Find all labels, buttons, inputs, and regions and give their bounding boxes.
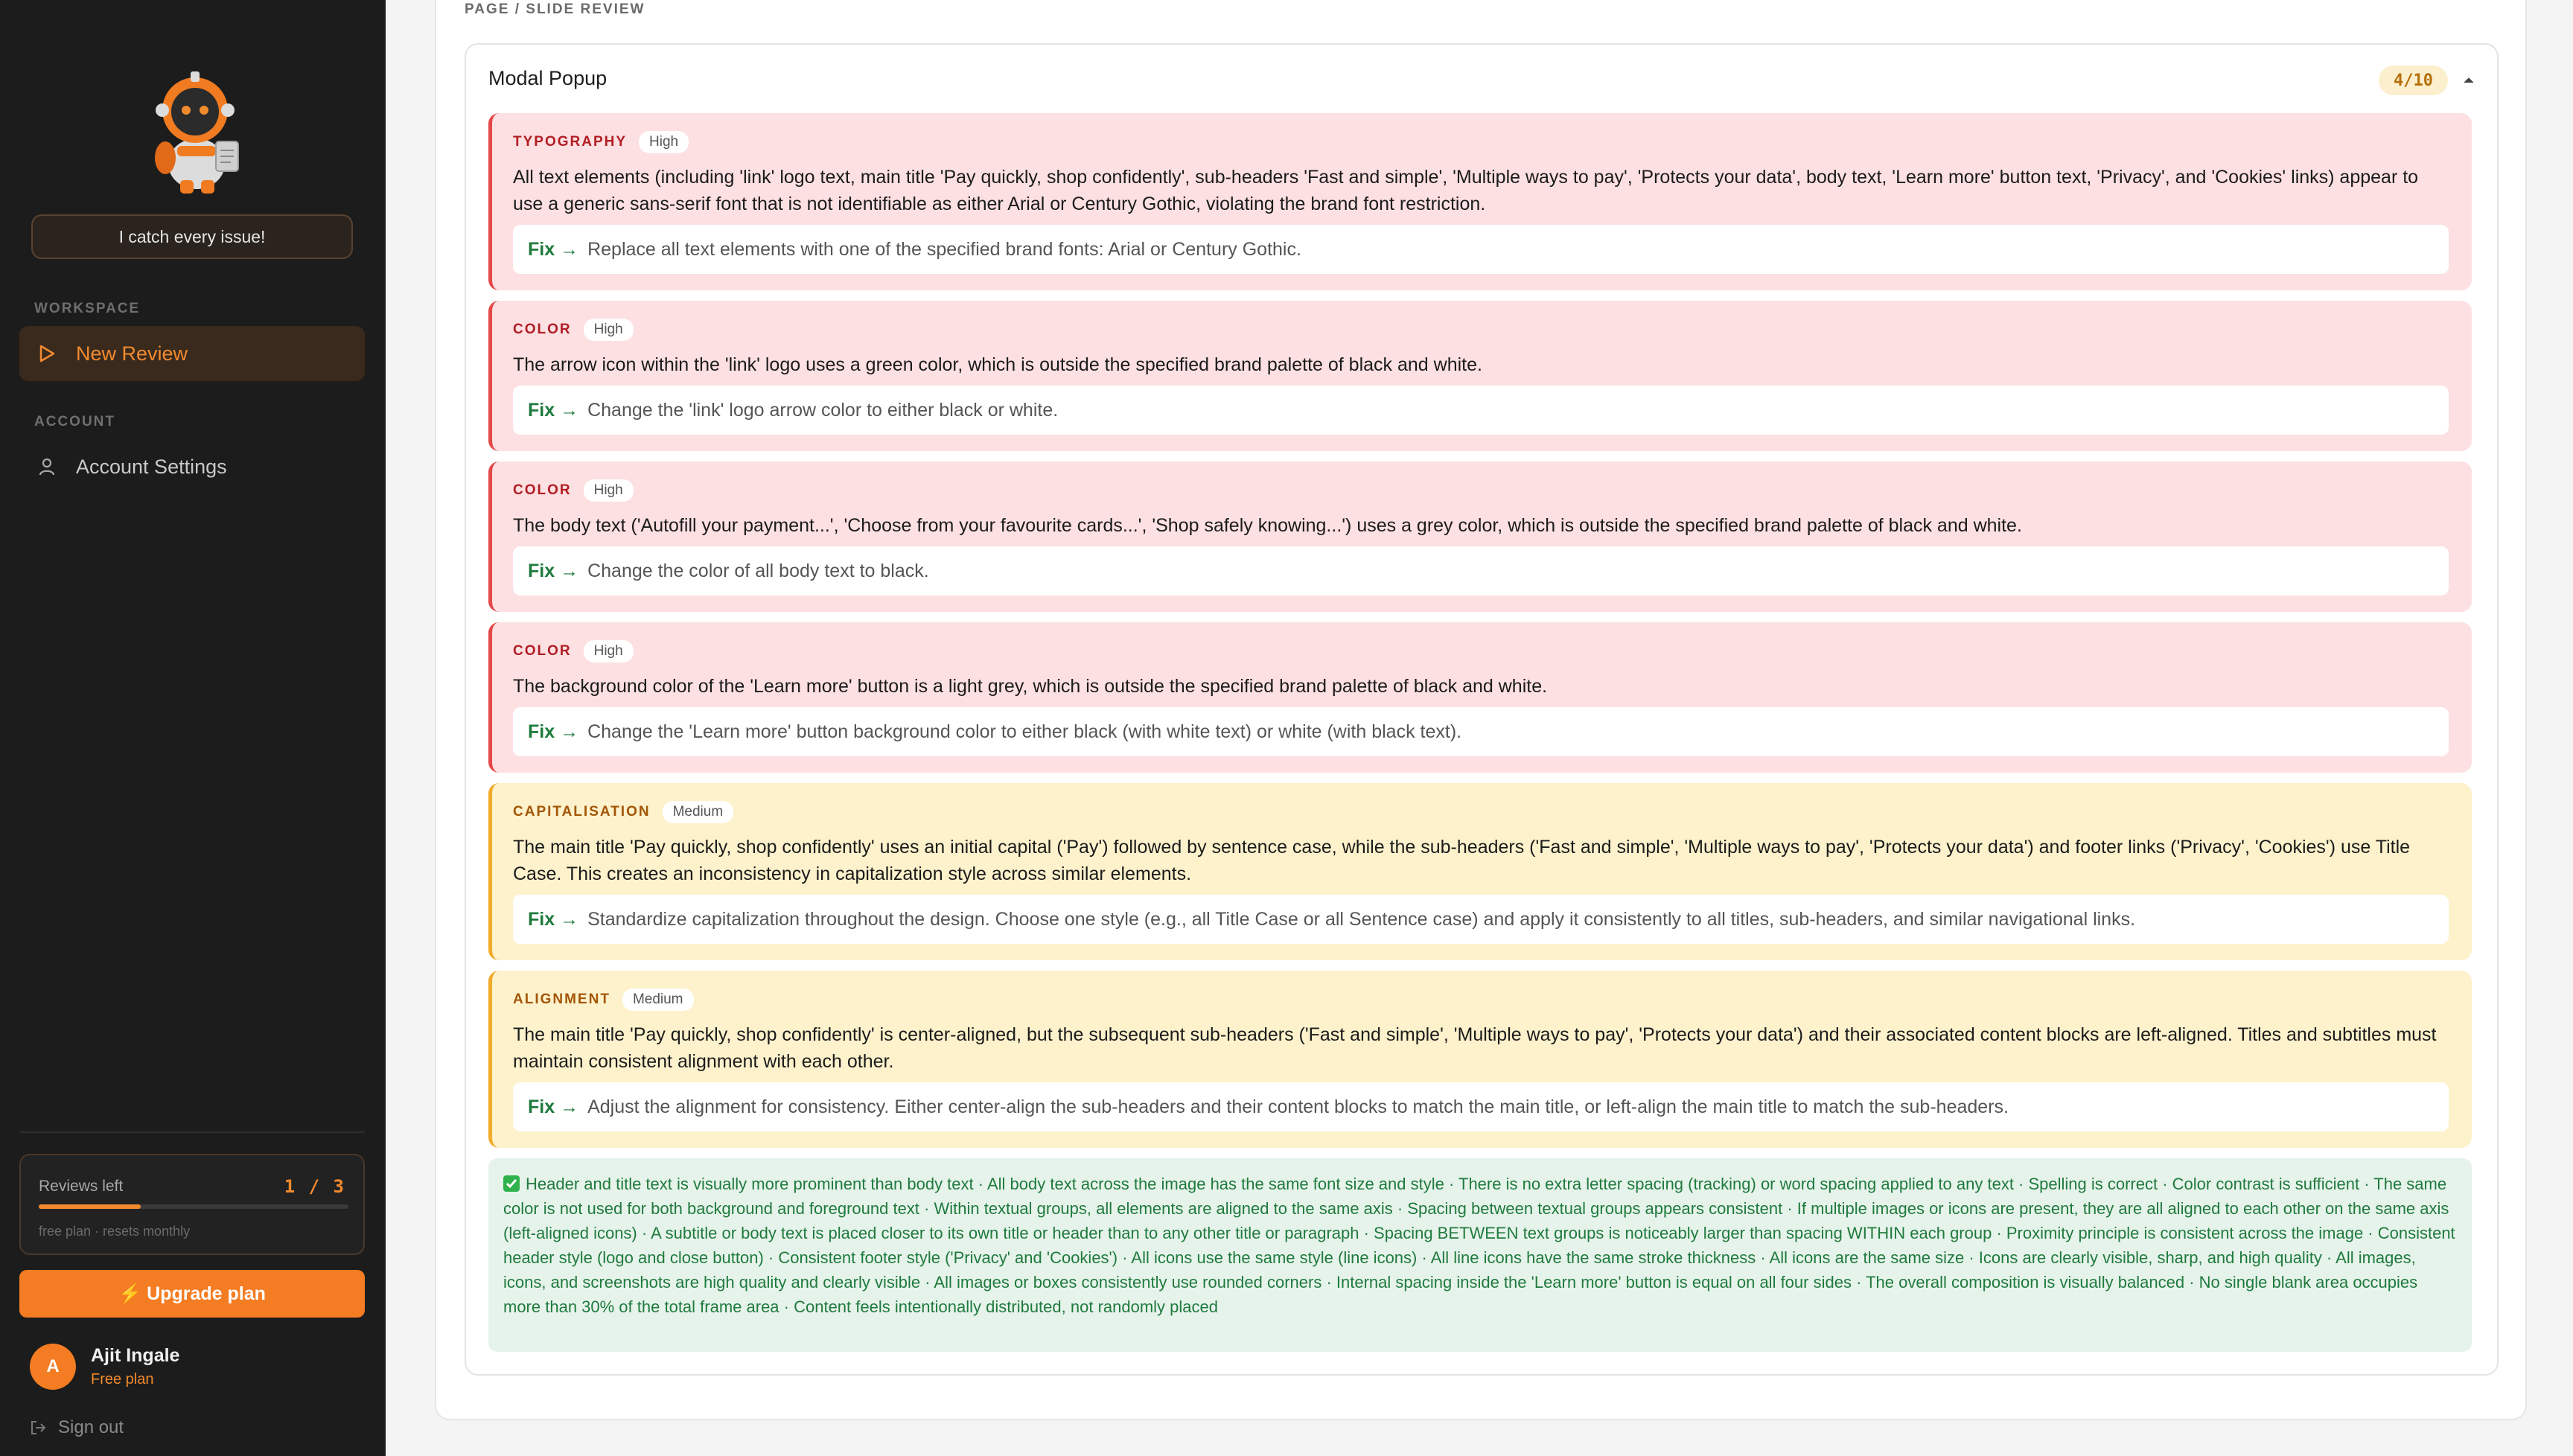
nav-new-review[interactable] [19,326,365,381]
sign-out-button[interactable] [30,1417,124,1438]
reviews-progress-bar [39,1204,348,1209]
nav-new-review-label: New Review [76,342,188,365]
fix-label: Fix → [528,560,579,581]
avatar: A [30,1344,76,1390]
play-icon [36,342,58,365]
severity-badge: Medium [663,801,734,823]
mascot-tagline: I catch every issue! [31,214,353,259]
fix-suggestion [513,225,2449,274]
issue-card-alignment [488,971,2472,1148]
breadcrumb: PAGE / SLIDE REVIEW [465,1,645,17]
issue-description: The body text ('Autofill your payment...', 'Choose from your favourite cards...', 'Shop safely knowing...') uses a grey color, which is outside the specified brand palette of black and white. [513,515,2022,536]
plan-reset-note: free plan · resets monthly [39,1224,191,1239]
sign-out-label: Sign out [58,1417,124,1437]
fix-text: Change the color of all body text to black. [587,560,929,581]
fix-text: Adjust the alignment for consistency. Either center-align the sub-headers and their content blocks to match the main title, or left-align the main title to match the sub-headers. [587,1096,2009,1117]
fix-suggestion [513,707,2449,756]
reviews-left-card [19,1154,365,1255]
fix-suggestion [513,546,2449,596]
fix-text: Standardize capitalization throughout the design. Choose one style (e.g., all Title Case or all Sentence case) and apply it consistently to all titles, sub-headers, and similar navigational links. [587,908,2136,930]
issue-description: The main title 'Pay quickly, shop confidently' is center-aligned, but the subsequent sub-headers ('Fast and simple', 'Multiple ways to pay', 'Protects your data') and their associated content blocks are left-aligned. Titles and subtitles must maintain consistent alignment with each other. [513,1024,2437,1072]
issue-card-color [488,301,2472,451]
user-profile[interactable] [30,1344,179,1389]
checkmark-icon [503,1175,520,1192]
issue-description: All text elements (including 'link' logo text, main title 'Pay quickly, shop confidently', sub-headers 'Fast and simple', 'Multiple ways to pay', 'Protects your data', body text, 'Learn more' button text, 'Privacy', and 'Cookies' links) appear to use a generic sans-serif font that is not identifiable as either Arial or Century Gothic, violating the brand font restriction. [513,167,2419,214]
collapse-chevron-icon[interactable] [2460,71,2478,89]
user-name: Ajit Ingale [91,1345,180,1366]
fix-suggestion [513,386,2449,435]
severity-badge: High [639,131,689,153]
severity-badge: High [584,319,634,341]
nav-account-settings[interactable] [19,439,365,494]
issue-category: CAPITALISATION [513,804,651,820]
astronaut-mascot-icon [138,68,250,195]
user-plan: Free plan [91,1371,154,1388]
severity-badge: Medium [622,989,694,1011]
issue-card-color [488,462,2472,612]
passed-checks-text: Header and title text is visually more prominent than body text · All body text across the image has the same font size and style · There is no extra letter spacing (tracking) or word spacing applied to any text · Spelling is correct · Color contrast is sufficient · The same color is not used for both background and foreground text · Within textual groups, all elements are aligned to the same axis · Spacing between textual groups appears consistent · If multiple images or icons are present, they are all aligned to each other on the same axis (left-aligned icons) · A subtitle or body text is placed closer to its own title or header than to any other title or paragraph · Spacing BETWEEN text groups is noticeably larger than spacing WITHIN each group · Proximity principle is consistent across the image · Consistent header style (logo and close button) · Consistent footer style ('Privacy' and 'Cookies') · All icons use the same style (line icons) · All line icons have the same stroke thickness · All icons are the same size · Icons are clearly visible, sharp, and high quality · All images, icons, and screenshots are high quality and clearly visible · All images or boxes consistently use rounded corners · Internal spacing inside the 'Learn more' button is equal on all four sides · The overall composition is visually balanced · No single blank area occupies more than 30% of the total frame area · Content feels intentionally distributed, not randomly placed [503,1175,2455,1316]
fix-suggestion [513,895,2449,944]
issue-card-typography [488,113,2472,290]
sign-out-icon [30,1420,46,1436]
fix-text: Replace all text elements with one of the specified brand fonts: Arial or Century Gothic. [587,238,1301,260]
fix-label: Fix → [528,721,579,742]
workspace-section-label: WORKSPACE [34,301,141,316]
account-section-label: ACCOUNT [34,414,115,430]
panel-title: Modal Popup [488,67,608,89]
fix-label: Fix → [528,399,579,421]
upgrade-plan-button[interactable]: ⚡ Upgrade plan [19,1270,365,1318]
fix-label: Fix → [528,238,579,260]
severity-badge: High [584,479,634,502]
review-panel [465,43,2499,1376]
user-icon [36,456,58,478]
sidebar [0,0,386,1456]
fix-text: Change the 'Learn more' button background color to either black (with white text) or white (with black text). [587,721,1462,742]
issue-description: The arrow icon within the 'link' logo uses a green color, which is outside the specified brand palette of black and white. [513,354,1482,375]
fix-suggestion [513,1082,2449,1131]
issue-description: The background color of the 'Learn more' button is a light grey, which is outside the specified brand palette of black and white. [513,676,1548,697]
fix-text: Change the 'link' logo arrow color to either black or white. [587,399,1059,421]
reviews-left-count: 1 / 3 [284,1176,345,1197]
issue-category: COLOR [513,482,572,498]
fix-label: Fix → [528,908,579,930]
issue-category: TYPOGRAPHY [513,134,628,150]
issue-card-color [488,622,2472,773]
score-badge: 4/10 [2379,66,2448,95]
passed-checks [488,1158,2472,1352]
main-content [386,0,2573,1456]
sidebar-divider [19,1131,365,1133]
issue-category: ALIGNMENT [513,992,610,1007]
reviews-progress-fill [39,1204,141,1209]
severity-badge: High [584,640,634,662]
issue-category: COLOR [513,643,572,659]
fix-label: Fix → [528,1096,579,1117]
nav-account-settings-label: Account Settings [76,455,227,478]
issue-card-capitalisation [488,783,2472,960]
reviews-left-label: Reviews left [39,1178,124,1195]
issue-description: The main title 'Pay quickly, shop confidently' uses an initial capital ('Pay') followed by sentence case, while the sub-headers ('Fast and simple', 'Multiple ways to pay', 'Protects your data') and footer links ('Privacy', 'Cookies') use Title Case. This creates an inconsistency in capitalization style across similar elements. [513,837,2411,884]
issue-category: COLOR [513,322,572,337]
